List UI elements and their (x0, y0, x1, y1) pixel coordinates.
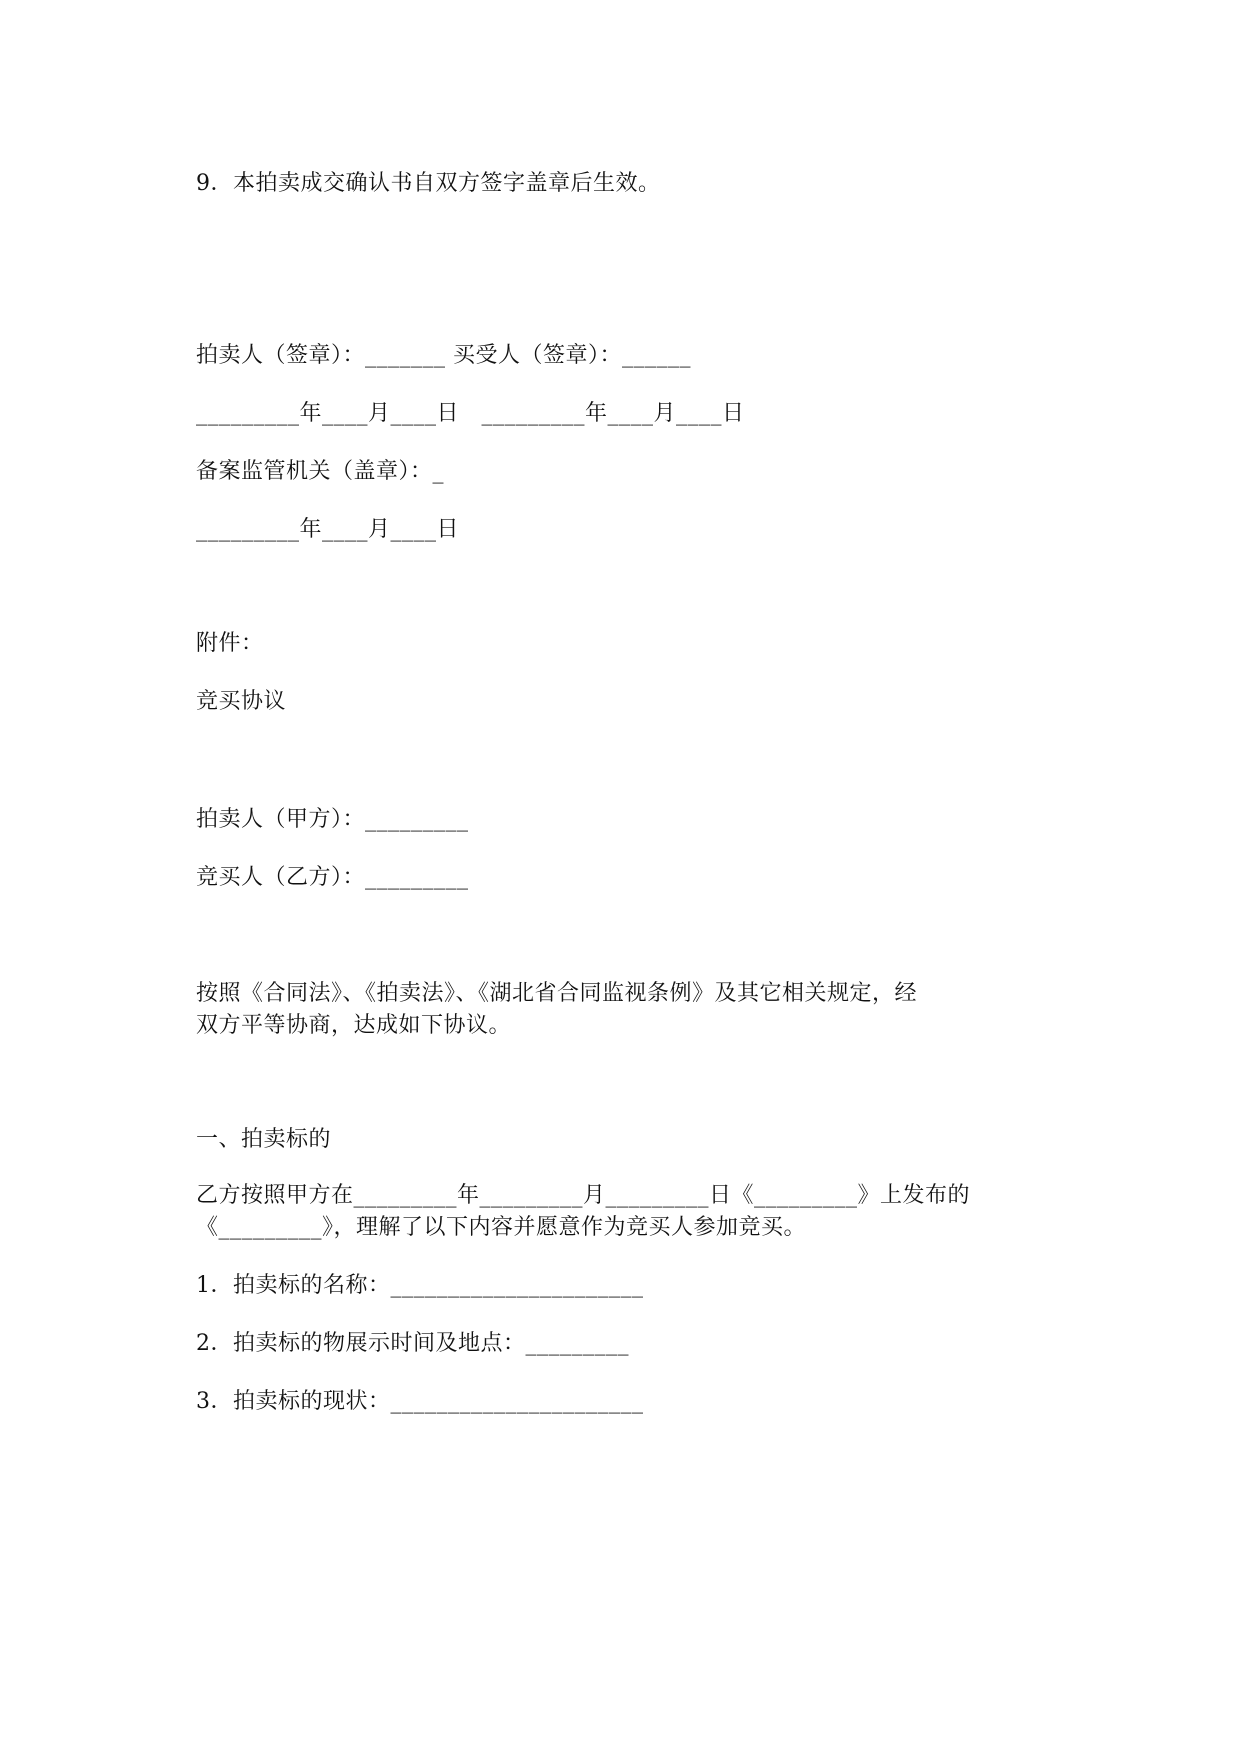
section-1-item-2: 2．拍卖标的物展示时间及地点：_________ (196, 1331, 629, 1356)
section-1-intro-line-1: 乙方按照甲方在_________年_________月_________日《_________》上发布的 (196, 1183, 971, 1208)
attachment-label: 附件： (196, 631, 264, 656)
section-1-item-3: 3．拍卖标的现状：______________________ (196, 1389, 644, 1414)
signature-date-line-single: _________年____月____日 (196, 517, 460, 542)
party-a-line: 拍卖人（甲方）：_________ (196, 807, 469, 832)
party-b-line: 竞买人（乙方）：_________ (196, 865, 469, 890)
section-1-item-1: 1．拍卖标的名称：______________________ (196, 1273, 644, 1298)
clause-9: 9．本拍卖成交确认书自双方签字盖章后生效。 (196, 171, 661, 196)
signature-line-auctioneer-buyer: 拍卖人（签章）：_______ 买受人（签章）：______ (196, 343, 691, 368)
filing-authority-line: 备案监管机关（盖章）：_ (196, 459, 445, 484)
signature-date-line-double: _________年____月____日 _________年____月____日 (196, 401, 745, 426)
section-1-heading: 一、拍卖标的 (196, 1127, 332, 1152)
attachment-title: 竞买协议 (196, 689, 287, 714)
preamble-line-2: 双方平等协商，达成如下协议。 (196, 1013, 512, 1038)
section-1-intro-line-2: 《_________》，理解了以下内容并愿意作为竞买人参加竞买。 (196, 1215, 807, 1240)
preamble-line-1: 按照《合同法》、《拍卖法》、《湖北省合同监视条例》及其它相关规定，经 (196, 981, 918, 1006)
